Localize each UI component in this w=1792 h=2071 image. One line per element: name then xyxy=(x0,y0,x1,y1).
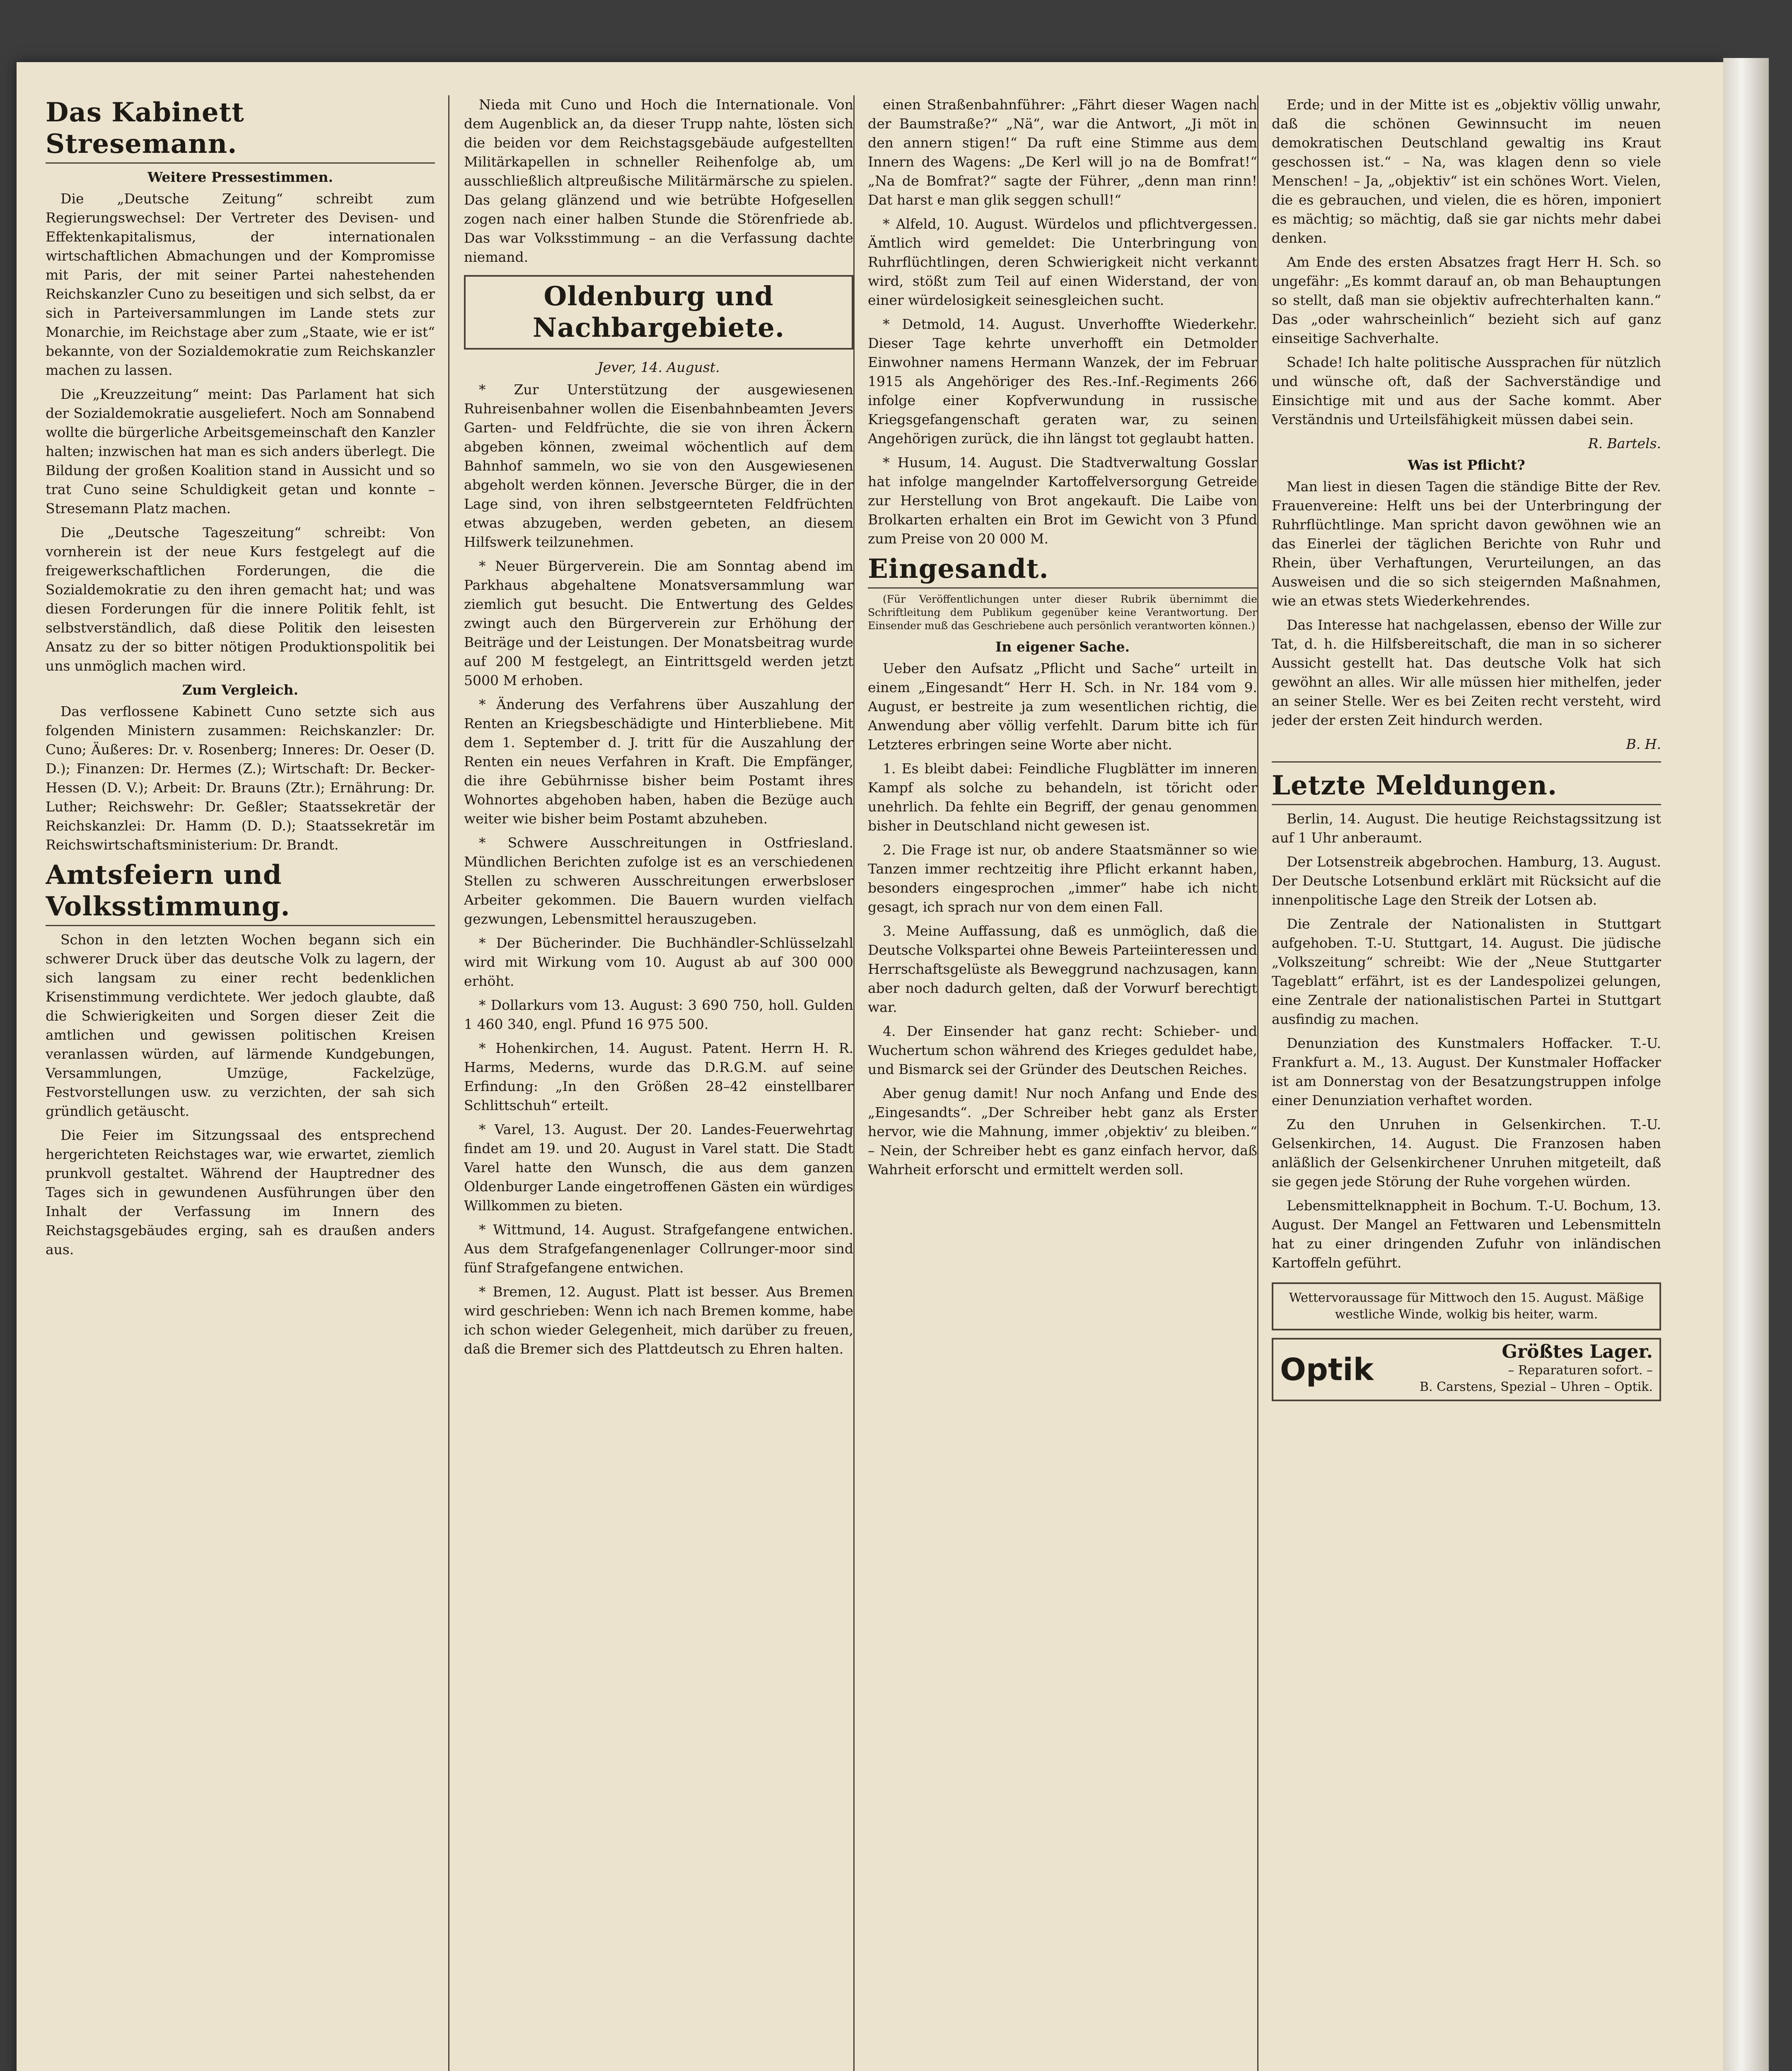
editorial-note: (Für Veröffentlichungen unter dieser Rubrik übernimmt die Schriftleitung dem Publikum gegenüber keine Verantwortung. Der Einsender muß das Geschriebene auch persönlich verantworten können.) xyxy=(868,593,1257,632)
article-paragraph: Die Feier im Sitzungssaal des entsprechend hergerichteten Reichstages war, wie erwartet, ziemlich prunkvoll gestaltet. Während der Hauptredner des Tages sich in gewundenen Ausführungen über den Inhalt der Verfassung im Innern des Reichstagsgebäudes erging, sah es draußen anders aus. xyxy=(46,1127,435,1258)
article-paragraph: Die „Deutsche Tageszeitung“ schreibt: Von vornherein ist der neue Kurs festgelegt auf die freigewerkschaftlichen Forderungen, die die Sozialdemokratie zu den ihren gemacht hat; und was diesen Forderungen für die innere Politik fehlt, ist selbstverständlich, daß diese Politik den leisesten Ansatz zu der so bitter nötigen Produktionspolitik bei uns unmöglich machen wird. xyxy=(46,524,435,674)
subheading: Weitere Pressestimmen. xyxy=(147,169,333,185)
article-paragraph: Schon in den letzten Wochen begann sich ein schwerer Druck über das deutsche Volk zu lagern, der sich langsam zu einer recht bedenklichen Krisenstimmung verdichtete. Wer jedoch glaubte, daß die Schwierigkeiten und Sorgen dieser Zeit die amtlichen und gewissen politischen Kreisen veranlassen würden, auf lärmende Kundgebungen, Versammlungen, Umzüge, Fackelzüge, Festvorstellungen usw. zu verzichten, der sah sich gründlich getäuscht. xyxy=(46,932,435,1119)
article-paragraph: einen Straßenbahnführer: „Fährt dieser Wagen nach der Baumstraße?“ „Nä“, war die Antwort, „Ji möt in den annern stigen!“ Da ruft eine Stimme aus dem Innern des Wagens: „De Kerl will jo na de Bomfrat!“ „Na de Bomfrat?“ sagte der Führer, „denn man rinn! Dat harst e man glik seggen schull!“ xyxy=(868,97,1257,208)
headline-amtsfeiern: Amtsfeiern und Volksstimmung. xyxy=(46,859,435,926)
news-item: * Zur Unterstützung der ausgewiesenen Ruhreisenbahner wollen die Eisenbahnbeamten Jevers Garten- und Feldfrüchte, die sie von ihren Äckern abgeben können, zweimal wöchentlich auf dem Bahnhof sammeln, wo sie von den Ausgewiesenen abgeholt werden können. Jeversche Bürger, die in der Lage sind, von ihren selbstgeernteten Feldfrüchten etwas abzugeben, werden gebeten, an diesem Hilfswerk teilzunehmen. xyxy=(464,381,853,550)
ad-line: B. Carstens, Spezial – Uhren – Optik. xyxy=(1419,1380,1653,1394)
news-item: Berlin, 14. August. Die heutige Reichstagssitzung ist auf 1 Uhr anberaumt. xyxy=(1272,811,1661,846)
article-paragraph: Die „Deutsche Zeitung“ schreibt zum Regierungswechsel: Der Vertreter des Devisen- und Effektenkapitalismus, der internationalen wirtschaftlichen Abmachungen und der Kompromisse mit Paris, der mit seiner Partei nahestehenden Reichskanzler Cuno zu beseitigen und sich selbst, da er sich in Parteiversammlungen im Lande stets zur Monarchie, im Reichstage aber zum „Staate, wie er ist“ bekannte, von der Sozialdemokratie zum Reichskanzler machen zu lassen. xyxy=(46,191,435,378)
article-paragraph: 2. Die Frage ist nur, ob andere Staatsmänner so wie Tanzen immer rechtzeitig ihre Pflicht erkannt haben, besonders eingesprochen „immer“ habe ich nicht gesagt, ich sprach nur von dem einen Fall. xyxy=(868,842,1257,915)
ad-line: – Reparaturen sofort. – xyxy=(1508,1363,1653,1378)
column-rule xyxy=(1257,95,1258,2071)
news-item: * Hohenkirchen, 14. August. Patent. Herrn H. R. Harms, Mederns, wurde das D.R.G.M. auf seine Erfindung: „In den Größen 28–42 einstellbarer Schlittschuh“ erteilt. xyxy=(464,1040,853,1113)
optik-advertisement xyxy=(1272,1338,1661,1401)
column-1 xyxy=(46,95,435,2071)
ad-wordmark: Optik xyxy=(1280,1352,1374,1388)
news-item: * Schwere Ausschreitungen in Ostfriesland. Mündlichen Berichten zufolge ist es an verschiedenen Stellen zu schweren Ausschreitungen erwerbsloser Arbeiter gekommen. Die Bauern wurden vielfach gezwungen, Lebensmittel herauszugeben. xyxy=(464,835,853,927)
news-item: * Detmold, 14. August. Unverhoffte Wiederkehr. Dieser Tage kehrte unverhofft ein Detmolder Einwohner namens Hermann Wanzek, der im Februar 1915 als Angehöriger des Res.-Inf.-Regiments 266 infolge einer Kopfverwundung in russische Kriegsgefangenschaft geraten war, zu seinen Angehörigen zurück, die ihn längst tot geglaubt hatten. xyxy=(868,316,1257,447)
signature: B. H. xyxy=(1626,736,1661,752)
column-3 xyxy=(868,95,1257,2071)
news-item: * Wittmund, 14. August. Strafgefangene entwichen. Aus dem Strafgefangenenlager Collrunger-moor sind fünf Strafgefangene entwichen. xyxy=(464,1221,853,1276)
article-paragraph: Nieda mit Cuno und Hoch die Internationale. Von dem Augenblick an, da dieser Trupp nahte, lösten sich die beiden vor dem Reichstagsgebäude aufgestellten Militärkapellen in schneller Reihenfolge ab, um ausschließlich altpreußische Militärmärsche zu spielen. Das gelang glänzend und wie betrübte Hofgesellen zogen nach einer halben Stunde die Störenfriede ab. Das war Volksstimmung – an die Verfassung dachte niemand. xyxy=(464,97,853,265)
article-paragraph: Ueber den Aufsatz „Pflicht und Sache“ urteilt in einem „Eingesandt“ Herr H. Sch. in Nr. 184 vom 9. August, er bestreite ja zum wesentlichen richtig, die Anwendung aber völlig verfehlt. Darum bitte ich für Letzteres erbringen seine Worte aber nicht. xyxy=(868,660,1257,753)
headline-oldenburg: Oldenburg und Nachbargebiete. xyxy=(464,275,853,350)
page-edge xyxy=(1723,58,1769,2071)
signature: R. Bartels. xyxy=(1588,435,1661,451)
ad-line: Größtes Lager. xyxy=(1502,1341,1653,1362)
column-4 xyxy=(1272,95,1661,2071)
news-item: Der Lotsenstreik abgebrochen. Hamburg, 13. August. Der Deutsche Lotsenbund erklärt mit Rücksicht auf die innenpolitische Lage den Streik der Lotsen ab. xyxy=(1272,854,1661,908)
headline-kabinett: Das Kabinett Stresemann. xyxy=(46,97,435,164)
ad-details xyxy=(1419,1341,1653,1395)
news-item: * Alfeld, 10. August. Würdelos und pflichtvergessen. Ämtlich wird gemeldet: Die Unterbringung von Ruhrflüchtlingen, deren Schwierigkeit nicht verkannt wird, stößt zum Teil auf einen Widerstand, der von einer würdelosigkeit seinesgleichen sucht. xyxy=(868,216,1257,308)
article-paragraph: Das verflossene Kabinett Cuno setzte sich aus folgenden Ministern zusammen: Reichskanzler: Dr. Cuno; Äußeres: Dr. v. Rosenberg; Inneres: Dr. Oeser (D. D.); Finanzen: Dr. Hermes (Z.); Wirtschaft: Dr. Becker-Hessen (D. V.); Arbeit: Dr. Brauns (Ztr.); Ernährung: Dr. Luther; Reichswehr: Dr. Geßler; Staatssekretär der Reichskanzlei: Dr. Hamm (D. D.); Staatssekretär im Reichswirtschaftsministerium: Dr. Brandt. xyxy=(46,703,435,853)
news-item: * Änderung des Verfahrens über Auszahlung der Renten an Kriegsbeschädigte und Hinterbliebene. Mit dem 1. September d. J. tritt für die Auszahlung der Renten ein neues Verfahren in Kraft. Die Empfänger, die ihre Gebührnisse bisher beim Postamt ihres Wohnortes abgehoben haben, haben die Bezüge auch weiter wie bisher beim Postamt abzuheben. xyxy=(464,696,853,827)
subheading: Zum Vergleich. xyxy=(182,682,299,698)
article-paragraph: 3. Meine Auffassung, daß es unmöglich, daß die Deutsche Volkspartei ohne Beweis Parteiinteressen und Herrschaftsgelüste als Beweggrund nachzusagen, kann aber noch dadurch gelten, daß der Vorwurf berechtigt war. xyxy=(868,923,1257,1015)
headline-eingesandt: Eingesandt. xyxy=(868,553,1257,589)
column-rule xyxy=(448,95,449,2071)
headline-letzte-meldungen: Letzte Meldungen. xyxy=(1272,770,1661,805)
column-2 xyxy=(464,95,853,2071)
column-rule xyxy=(853,95,855,2071)
section-divider xyxy=(1272,761,1661,763)
article-paragraph: Aber genug damit! Nur noch Anfang und Ende des „Eingesandts“. „Der Schreiber hebt ganz als Erster hervor, wie die Mahnung, immer ‚objektiv‘ zu bleiben.“ – Nein, der Schreiber hebt es ganz einfach hervor, daß Wahrheit erforscht und ermittelt werden soll. xyxy=(868,1085,1257,1178)
news-item: Lebensmittelknappheit in Bochum. T.-U. Bochum, 13. August. Der Mangel an Fettwaren und Lebensmitteln hat zu einer dringenden Zufuhr von inländischen Kartoffeln geführt. xyxy=(1272,1197,1661,1271)
article-paragraph: Man liest in diesen Tagen die ständige Bitte der Rev. Frauenvereine: Helft uns bei der Unterbringung der Ruhrflüchtlinge. Man spricht davon gewöhnen wie an das Einerlei der täglichen Berichte von Ruhr und Rhein, über Verhaftungen, Verurteilungen, an das Ausweisen und die so sich steigernden Maßnahmen, wie an etwas stets Wiederkehrendes. xyxy=(1272,478,1661,609)
news-item: * Bremen, 12. August. Platt ist besser. Aus Bremen wird geschrieben: Wenn ich nach Bremen komme, habe ich schon wieder Gelegenheit, mich darüber zu freuen, daß die Bremer sich des Plattdeutsch zu Ehren halten. xyxy=(464,1284,853,1357)
article-paragraph: Die „Kreuzzeitung“ meint: Das Parlament hat sich der Sozialdemokratie ausgeliefert. Noch am Sonnabend wollte die bürgerliche Arbeitsgemeinschaft den Kanzler halten; inzwischen hat man es sich anders überlegt. Die Bildung der großen Koalition stand in Aussicht und so trat Cuno seine Schuldigkeit getan und konnte – Stresemann Platz machen. xyxy=(46,386,435,517)
article-paragraph: Erde; und in der Mitte ist es „objektiv völlig unwahr, daß die schönen Gewinnsucht im neuen demokratischen Deutschland gewaltig ins Kraut geschossen ist.“ – Na, was klagen denn so viele Menschen! – Ja, „objektiv“ ist ein schönes Wort. Vielen, die es gebrauchen, und vielen, die es hören, imponiert es mächtig; so mächtig, daß sie gar nichts mehr dabei denken. xyxy=(1272,97,1661,246)
news-item: * Neuer Bürgerverein. Die am Sonntag abend im Parkhaus abgehaltene Monatsversammlung war ziemlich gut besucht. Die Entwertung des Geldes zwingt auch den Bürgerverein zur Erhöhung der Beiträge und der Leistungen. Der Monatsbeitrag wurde auf 200 M festgelegt, an Eintrittsgeld werden jetzt 5000 M erhoben. xyxy=(464,558,853,688)
news-item: * Dollarkurs vom 13. August: 3 690 750, holl. Gulden 1 460 340, engl. Pfund 16 975 500. xyxy=(464,997,853,1032)
article-paragraph: Am Ende des ersten Absatzes fragt Herr H. Sch. so ungefähr: „Es kommt darauf an, ob man Behauptungen so stellt, daß man sie objektiv aufrechterhalten kann.“ Das „oder wahrscheinlich“ bezieht sich auf ganz einseitige Sachverhalte. xyxy=(1272,254,1661,346)
article-paragraph: 1. Es bleibt dabei: Feindliche Flugblätter im inneren Kampf als solche zu behandeln, ist töricht oder unehrlich. Da fehlte ein Begriff, der genau genommen bisher in Deutschland nicht gewesen ist. xyxy=(868,760,1257,834)
dateline: Jever, 14. August. xyxy=(597,359,720,375)
article-paragraph: Schade! Ich halte politische Aussprachen für nützlich und wünsche oft, daß der Sachverständige und Einsichtige mit und aus der Sache kommt. Aber Verständnis und Urteilsfähigkeit müssen dabei sein. xyxy=(1272,354,1661,427)
article-paragraph: Das Interesse hat nachgelassen, ebenso der Wille zur Tat, d. h. die Hilfsbereitschaft, die man in so sicherer Aussicht gestellt hat. Das deutsche Volk hat sich gewöhnt an alles. Wir alle müssen hier mithelfen, jeder an seiner Stelle. Wer es bei Zeiten recht versteht, wird jeder der ersten Zeit hindurch werden. xyxy=(1272,617,1661,728)
news-item: * Varel, 13. August. Der 20. Landes-Feuerwehrtag findet am 19. und 20. August in Varel statt. Die Stadt Varel hatte den Wunsch, die aus dem ganzen Oldenburger Lande eingetroffenen Gästen ein würdiges Willkommen zu bieten. xyxy=(464,1121,853,1214)
news-item: Denunziation des Kunstmalers Hoffacker. T.-U. Frankfurt a. M., 13. August. Der Kunstmaler Hoffacker ist am Donnerstag von der Besatzungstruppen infolge einer Denunziation verhaftet worden. xyxy=(1272,1035,1661,1108)
article-paragraph: 4. Der Einsender hat ganz recht: Schieber- und Wuchertum schon während des Krieges geduldet habe, und Bismarck sei der Gründer des Deutschen Reiches. xyxy=(868,1023,1257,1077)
subheading: Was ist Pflicht? xyxy=(1408,457,1525,473)
subheading: In eigener Sache. xyxy=(995,639,1130,655)
news-item: Die Zentrale der Nationalisten in Stuttgart aufgehoben. T.-U. Stuttgart, 14. August. Die jüdische „Volkszeitung“ schreibt: Wie der „Neue Stuttgarter Tageblatt“ erfährt, ist es der Landespolizei gelungen, eine Zentrale der nationalistischen Partei in Stuttgart ausfindig zu machen. xyxy=(1272,916,1661,1027)
weather-forecast: Wettervoraussage für Mittwoch den 15. August. Mäßige westliche Winde, wolkig bis heiter, warm. xyxy=(1272,1282,1661,1330)
news-item: * Der Bücherinder. Die Buchhändler-Schlüsselzahl wird mit Wirkung vom 10. August ab auf 300 000 erhöht. xyxy=(464,935,853,989)
news-item: Zu den Unruhen in Gelsenkirchen. T.-U. Gelsenkirchen, 14. August. Die Franzosen haben anläßlich der Gelsenkirchener Unruhen mitgeteilt, daß sie gegen jede Störung der Ruhe vorgehen würden. xyxy=(1272,1116,1661,1190)
news-item: * Husum, 14. August. Die Stadtverwaltung Gosslar hat infolge mangelnder Kartoffelversorgung Getreide zur Herstellung von Brot angekauft. Die Laibe von Brolkarten erhalten ein Brot im Gewicht von 3 Pfund zum Preise von 20 000 M. xyxy=(868,454,1257,547)
